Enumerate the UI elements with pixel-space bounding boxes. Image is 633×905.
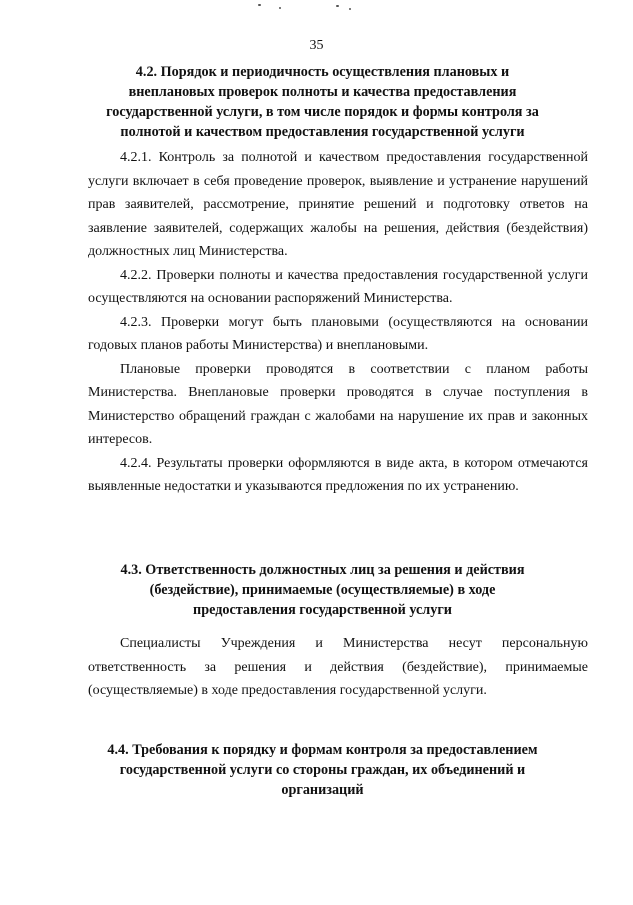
scan-artifact	[336, 5, 339, 7]
section-heading-4-4: 4.4. Требования к порядку и формам контроля за предоставлением государственной услуги со стороны граждан, их объединений и организаций	[107, 742, 538, 798]
paragraph: 4.2.4. Результаты проверки оформляются в виде акта, в котором отмечаются выявленные недостатки и указываются предложения по их устранению.	[88, 455, 588, 494]
section-body-4-2	[88, 146, 588, 499]
scan-artifact	[349, 8, 351, 10]
paragraph: Плановые проверки проводятся в соответствии с планом работы Министерства. Внеплановые проверки проводятся в случае поступления в Министерство обращений граждан с жалобами на нарушение их прав и законных интересов.	[88, 361, 588, 447]
page-number: 35	[309, 38, 324, 53]
section-body-4-3	[88, 632, 588, 703]
paragraph: Специалисты Учреждения и Министерства несут персональную ответственность за решения и действия (бездействие), принимаемые (осуществляемые) в ходе предоставления государственной услуги.	[88, 636, 588, 698]
paragraph: 4.2.3. Проверки могут быть плановыми (осуществляются на основании годовых планов работы Министерства) и внеплановыми.	[88, 314, 588, 353]
section-heading-4-2: 4.2. Порядок и периодичность осуществления плановых и внеплановых проверок полноты и качества предоставления государственной услуги, в том числе порядок и формы контроля за полнотой и качеством предоставления государственной услуги	[106, 64, 539, 140]
scan-artifact	[279, 7, 281, 9]
section-heading-4-3: 4.3. Ответственность должностных лиц за решения и действия (бездействие), принимаемые (осуществляемые) в ходе предоставления государственной услуги	[120, 562, 525, 618]
paragraph: 4.2.2. Проверки полноты и качества предоставления государственной услуги осуществляются на основании распоряжений Министерства.	[88, 267, 588, 306]
scan-artifact	[258, 4, 261, 6]
paragraph: 4.2.1. Контроль за полнотой и качеством предоставления государственной услуги включает в себя проведение проверок, выявление и устранение нарушений прав заявителей, рассмотрение, принятие решений и подготовку ответов на заявление заявителей, содержащих жалобы на решения, действия (бездействия) должностных лиц Министерства.	[88, 150, 588, 259]
